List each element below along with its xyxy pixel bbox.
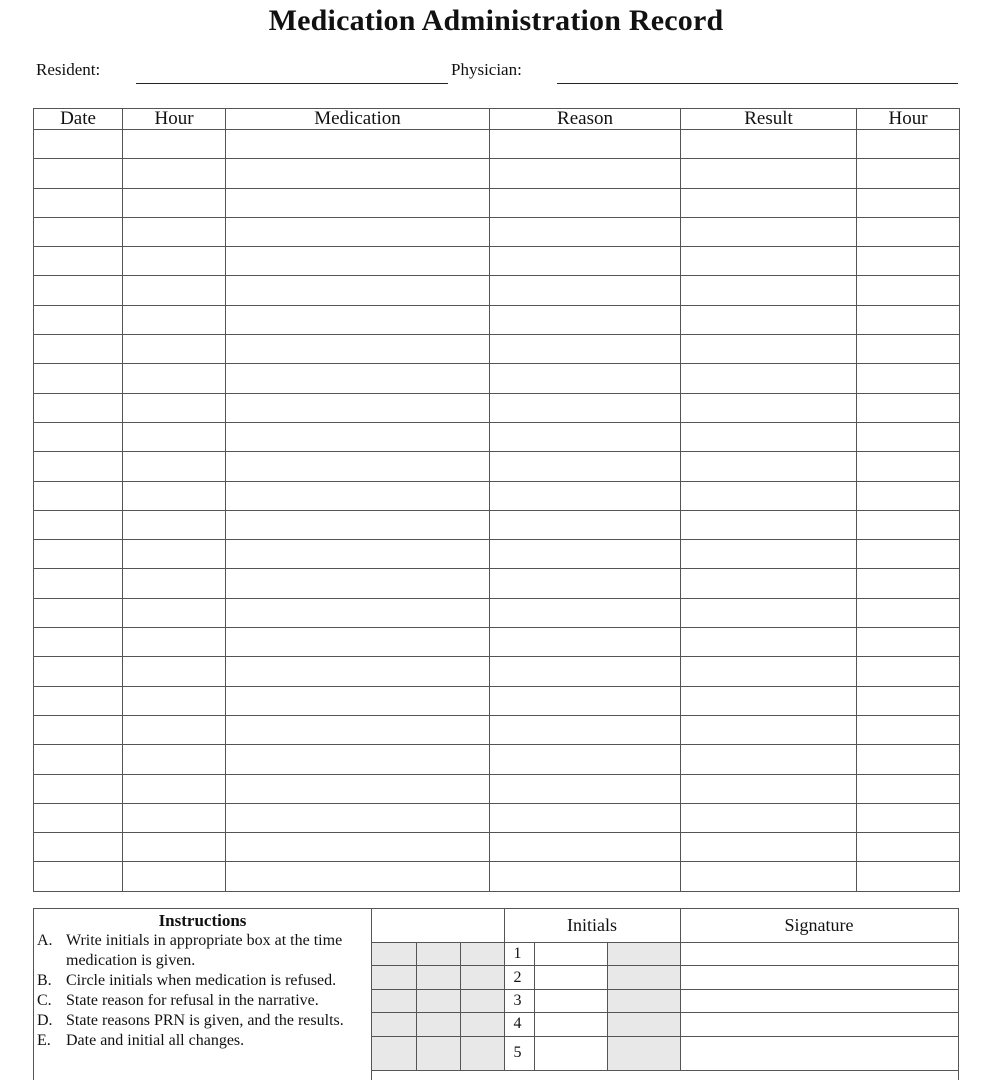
table-cell[interactable] <box>34 335 123 364</box>
table-cell[interactable] <box>123 745 226 774</box>
signature-header: Signature <box>680 909 958 943</box>
table-cell[interactable] <box>226 862 490 891</box>
table-cell[interactable] <box>123 862 226 891</box>
table-cell[interactable] <box>123 803 226 832</box>
table-cell[interactable] <box>681 686 857 715</box>
table-cell[interactable] <box>490 686 681 715</box>
table-row <box>34 510 960 539</box>
column-header-hour-2: Hour <box>857 109 960 130</box>
initials-cell[interactable] <box>534 943 607 966</box>
table-cell[interactable] <box>226 598 490 627</box>
instruction-item: C. State reason for refusal in the narrative. <box>37 992 319 1009</box>
table-cell[interactable] <box>681 159 857 188</box>
table-cell[interactable] <box>123 188 226 217</box>
table-cell[interactable] <box>490 335 681 364</box>
table-cell[interactable] <box>681 276 857 305</box>
table-row <box>34 422 960 451</box>
table-cell[interactable] <box>123 833 226 862</box>
table-row <box>34 803 960 832</box>
table-cell[interactable] <box>123 598 226 627</box>
table-cell[interactable] <box>34 686 123 715</box>
table-cell[interactable] <box>857 774 960 803</box>
table-cell[interactable] <box>681 422 857 451</box>
table-cell[interactable] <box>681 481 857 510</box>
table-cell[interactable] <box>34 481 123 510</box>
table-cell[interactable] <box>857 657 960 686</box>
table-cell[interactable] <box>226 159 490 188</box>
table-row <box>34 598 960 627</box>
table-row <box>34 452 960 481</box>
shaded-cell[interactable] <box>607 943 680 966</box>
table-cell[interactable] <box>490 657 681 686</box>
table-row <box>34 715 960 744</box>
signature-cell[interactable] <box>680 989 958 1012</box>
table-cell[interactable] <box>490 715 681 744</box>
table-row <box>34 657 960 686</box>
table-cell[interactable] <box>123 276 226 305</box>
initials-cell[interactable] <box>534 966 607 989</box>
table-cell[interactable] <box>490 569 681 598</box>
initials-cell[interactable] <box>534 1036 607 1070</box>
table-cell[interactable] <box>857 188 960 217</box>
table-cell[interactable] <box>123 247 226 276</box>
table-cell[interactable] <box>490 364 681 393</box>
table-cell[interactable] <box>490 452 681 481</box>
table-cell[interactable] <box>681 393 857 422</box>
table-cell[interactable] <box>123 569 226 598</box>
row-number: 3 <box>504 989 534 1012</box>
table-cell[interactable] <box>490 247 681 276</box>
table-cell[interactable] <box>34 569 123 598</box>
table-cell[interactable] <box>34 715 123 744</box>
medication-table <box>33 108 960 892</box>
initials-cell[interactable] <box>534 1013 607 1036</box>
table-cell[interactable] <box>226 276 490 305</box>
physician-label: Physician: <box>451 60 522 79</box>
table-cell[interactable] <box>123 481 226 510</box>
table-cell[interactable] <box>226 657 490 686</box>
resident-label: Resident: <box>36 60 101 79</box>
table-cell[interactable] <box>34 745 123 774</box>
table-cell[interactable] <box>490 188 681 217</box>
signature-cell[interactable] <box>680 1013 958 1036</box>
table-cell[interactable] <box>681 217 857 246</box>
table-cell[interactable] <box>226 686 490 715</box>
column-header-medication: Medication <box>226 109 490 130</box>
table-cell[interactable] <box>226 803 490 832</box>
table-cell[interactable] <box>34 774 123 803</box>
shaded-cell[interactable] <box>372 966 416 989</box>
table-cell[interactable] <box>123 774 226 803</box>
shaded-cell[interactable] <box>607 966 680 989</box>
table-cell[interactable] <box>490 276 681 305</box>
page-title: Medication Administration Record <box>268 4 724 37</box>
table-cell[interactable] <box>226 569 490 598</box>
table-cell[interactable] <box>857 481 960 510</box>
resident-field[interactable] <box>136 83 448 84</box>
table-cell[interactable] <box>857 393 960 422</box>
table-row <box>34 335 960 364</box>
table-cell[interactable] <box>226 130 490 159</box>
table-cell[interactable] <box>123 715 226 744</box>
table-cell[interactable] <box>681 862 857 891</box>
table-cell[interactable] <box>490 745 681 774</box>
shaded-cell[interactable] <box>460 1013 504 1036</box>
table-cell[interactable] <box>490 305 681 334</box>
blank-header-cell <box>372 909 504 943</box>
table-cell[interactable] <box>226 452 490 481</box>
table-cell[interactable] <box>123 657 226 686</box>
table-cell[interactable] <box>226 540 490 569</box>
table-cell[interactable] <box>681 833 857 862</box>
instructions-title: Instructions <box>158 911 247 930</box>
table-cell[interactable] <box>681 774 857 803</box>
table-cell[interactable] <box>34 159 123 188</box>
table-cell[interactable] <box>226 217 490 246</box>
table-cell[interactable] <box>857 745 960 774</box>
table-cell[interactable] <box>681 598 857 627</box>
table-cell[interactable] <box>34 393 123 422</box>
shaded-cell[interactable] <box>416 989 460 1012</box>
table-cell[interactable] <box>490 540 681 569</box>
shaded-cell[interactable] <box>460 966 504 989</box>
table-cell[interactable] <box>123 452 226 481</box>
table-cell[interactable] <box>490 510 681 539</box>
shaded-cell[interactable] <box>607 989 680 1012</box>
table-row <box>34 833 960 862</box>
row-number: 5 <box>504 1036 534 1070</box>
table-cell[interactable] <box>123 393 226 422</box>
table-cell[interactable] <box>490 628 681 657</box>
instruction-item: D. State reasons PRN is given, and the results. <box>37 1012 344 1029</box>
table-cell[interactable] <box>34 598 123 627</box>
column-header-reason: Reason <box>490 109 681 130</box>
table-cell[interactable] <box>490 862 681 891</box>
signature-cell[interactable] <box>680 1036 958 1070</box>
table-cell[interactable] <box>226 481 490 510</box>
table-cell[interactable] <box>857 247 960 276</box>
signature-cell[interactable] <box>680 966 958 989</box>
table-cell[interactable] <box>681 335 857 364</box>
table-cell[interactable] <box>681 188 857 217</box>
table-row <box>34 305 960 334</box>
table-cell[interactable] <box>123 305 226 334</box>
table-cell[interactable] <box>681 247 857 276</box>
table-cell[interactable] <box>490 598 681 627</box>
table-cell[interactable] <box>857 862 960 891</box>
row-number: 1 <box>504 943 534 966</box>
table-cell[interactable] <box>490 774 681 803</box>
column-header-hour: Hour <box>123 109 226 130</box>
table-cell[interactable] <box>226 422 490 451</box>
table-cell[interactable] <box>226 247 490 276</box>
table-cell[interactable] <box>123 217 226 246</box>
table-cell[interactable] <box>857 686 960 715</box>
table-cell[interactable] <box>681 364 857 393</box>
row-number: 4 <box>504 1013 534 1036</box>
table-cell[interactable] <box>681 510 857 539</box>
table-cell[interactable] <box>226 833 490 862</box>
table-cell[interactable] <box>34 803 123 832</box>
instruction-item: A. Write initials in appropriate box at the time medication is given. <box>37 932 343 969</box>
table-cell[interactable] <box>681 569 857 598</box>
table-cell[interactable] <box>34 862 123 891</box>
table-cell[interactable] <box>490 833 681 862</box>
initials-cell[interactable] <box>534 989 607 1012</box>
shaded-cell[interactable] <box>372 1036 416 1070</box>
table-cell[interactable] <box>34 276 123 305</box>
table-cell[interactable] <box>490 393 681 422</box>
table-cell[interactable] <box>34 422 123 451</box>
table-cell[interactable] <box>857 364 960 393</box>
table-row <box>34 686 960 715</box>
table-row <box>34 540 960 569</box>
table-cell[interactable] <box>123 159 226 188</box>
table-cell[interactable] <box>34 833 123 862</box>
table-row <box>34 130 960 159</box>
table-cell[interactable] <box>123 130 226 159</box>
shaded-cell[interactable] <box>372 1013 416 1036</box>
table-cell[interactable] <box>857 276 960 305</box>
table-cell[interactable] <box>226 745 490 774</box>
table-cell[interactable] <box>123 364 226 393</box>
table-cell[interactable] <box>123 628 226 657</box>
table-cell[interactable] <box>34 540 123 569</box>
table-body <box>34 130 960 892</box>
table-cell[interactable] <box>226 510 490 539</box>
table-cell[interactable] <box>34 628 123 657</box>
table-row <box>34 569 960 598</box>
table-cell[interactable] <box>226 628 490 657</box>
table-cell[interactable] <box>123 510 226 539</box>
table-row <box>34 247 960 276</box>
table-cell[interactable] <box>226 335 490 364</box>
column-header-result: Result <box>681 109 857 130</box>
shaded-cell[interactable] <box>416 1013 460 1036</box>
column-header-date: Date <box>34 109 123 130</box>
table-cell[interactable] <box>490 217 681 246</box>
table-row <box>34 481 960 510</box>
shaded-cell[interactable] <box>416 943 460 966</box>
table-cell[interactable] <box>681 803 857 832</box>
table-cell[interactable] <box>857 715 960 744</box>
table-row <box>34 745 960 774</box>
shaded-cell[interactable] <box>372 989 416 1012</box>
physician-field[interactable] <box>557 83 958 84</box>
table-cell[interactable] <box>490 422 681 451</box>
table-cell[interactable] <box>857 305 960 334</box>
table-cell[interactable] <box>34 510 123 539</box>
shaded-cell[interactable] <box>607 1036 680 1070</box>
table-cell[interactable] <box>490 159 681 188</box>
shaded-cell[interactable] <box>416 1036 460 1070</box>
table-cell[interactable] <box>857 569 960 598</box>
table-cell[interactable] <box>681 452 857 481</box>
instruction-item: E. Date and initial all changes. <box>37 1032 245 1049</box>
table-row <box>34 774 960 803</box>
table-cell[interactable] <box>123 686 226 715</box>
initials-header: Initials <box>504 909 680 943</box>
table-cell[interactable] <box>34 364 123 393</box>
table-cell[interactable] <box>34 305 123 334</box>
table-cell[interactable] <box>681 715 857 744</box>
table-cell[interactable] <box>857 510 960 539</box>
table-row <box>34 628 960 657</box>
table-cell[interactable] <box>681 540 857 569</box>
table-row <box>34 159 960 188</box>
shaded-cell[interactable] <box>460 1036 504 1070</box>
table-cell[interactable] <box>681 628 857 657</box>
table-cell[interactable] <box>681 745 857 774</box>
table-row <box>34 862 960 891</box>
table-cell[interactable] <box>857 540 960 569</box>
row-number: 2 <box>504 966 534 989</box>
instructions-signature-section <box>33 908 959 1080</box>
table-cell[interactable] <box>34 188 123 217</box>
table-cell[interactable] <box>681 305 857 334</box>
table-row <box>34 393 960 422</box>
initials-signature-grid <box>372 909 959 1071</box>
shaded-cell[interactable] <box>416 966 460 989</box>
table-cell[interactable] <box>34 130 123 159</box>
signature-cell[interactable] <box>680 943 958 966</box>
table-header-row <box>34 109 960 130</box>
table-row <box>34 188 960 217</box>
table-cell[interactable] <box>490 481 681 510</box>
shaded-cell[interactable] <box>460 989 504 1012</box>
table-cell[interactable] <box>34 217 123 246</box>
table-cell[interactable] <box>857 833 960 862</box>
table-row <box>34 364 960 393</box>
table-cell[interactable] <box>226 715 490 744</box>
table-cell[interactable] <box>34 657 123 686</box>
table-cell[interactable] <box>857 452 960 481</box>
table-cell[interactable] <box>226 364 490 393</box>
table-row <box>34 217 960 246</box>
table-cell[interactable] <box>226 393 490 422</box>
table-cell[interactable] <box>490 803 681 832</box>
instructions-panel <box>34 909 372 1080</box>
table-cell[interactable] <box>34 247 123 276</box>
table-row <box>34 276 960 305</box>
table-cell[interactable] <box>123 422 226 451</box>
table-cell[interactable] <box>857 628 960 657</box>
table-cell[interactable] <box>681 130 857 159</box>
shaded-cell[interactable] <box>460 943 504 966</box>
table-cell[interactable] <box>857 422 960 451</box>
shaded-cell[interactable] <box>372 943 416 966</box>
table-cell[interactable] <box>123 335 226 364</box>
table-cell[interactable] <box>857 598 960 627</box>
table-cell[interactable] <box>34 452 123 481</box>
table-cell[interactable] <box>857 159 960 188</box>
instruction-item: B. Circle initials when medication is refused. <box>37 972 337 989</box>
table-cell[interactable] <box>226 305 490 334</box>
table-cell[interactable] <box>857 335 960 364</box>
table-cell[interactable] <box>490 130 681 159</box>
table-cell[interactable] <box>681 657 857 686</box>
table-cell[interactable] <box>123 540 226 569</box>
table-cell[interactable] <box>857 217 960 246</box>
table-cell[interactable] <box>226 188 490 217</box>
table-cell[interactable] <box>226 774 490 803</box>
table-cell[interactable] <box>857 803 960 832</box>
shaded-cell[interactable] <box>607 1013 680 1036</box>
table-cell[interactable] <box>857 130 960 159</box>
